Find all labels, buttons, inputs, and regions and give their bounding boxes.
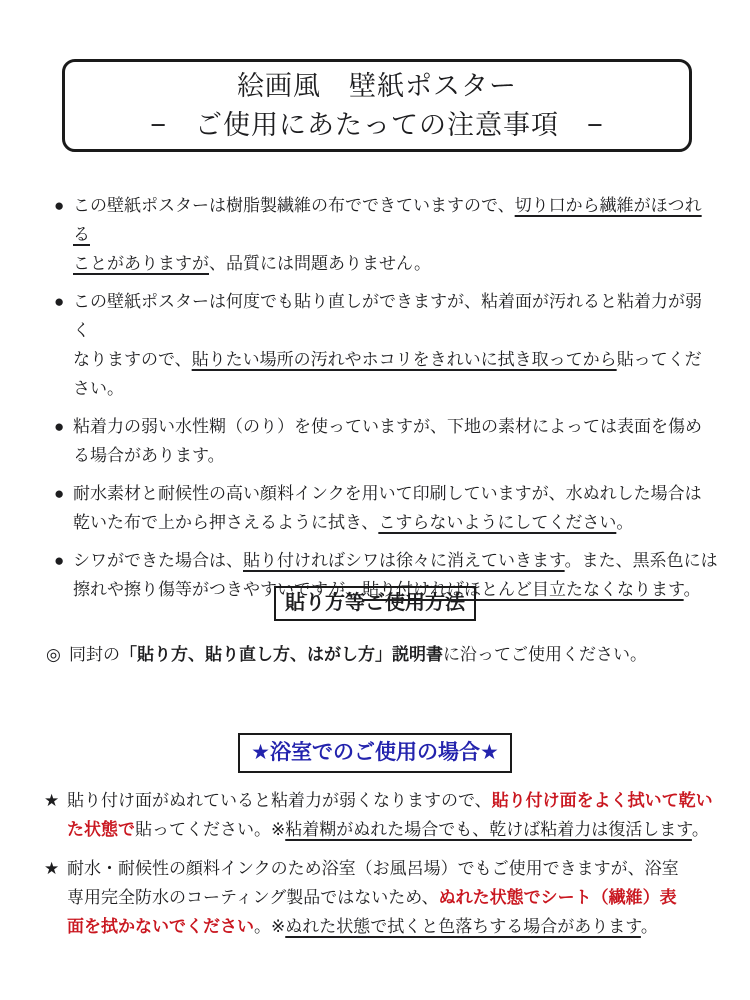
bathroom-heading-row — [0, 733, 750, 773]
title-line-1: 絵画風 壁紙ポスター — [237, 70, 517, 101]
note-item — [54, 479, 718, 537]
enclosed-instruction-note — [46, 640, 716, 669]
star-icon: ★ — [44, 791, 60, 810]
note-text: 粘着力の弱い水性糊（のり）を使っていますが、下地の素材によっては表面を傷め る場合があります。 — [73, 417, 702, 465]
bathroom-heading-label: ★浴室でのご使用の場合★ — [251, 741, 499, 764]
note-text: シワができた場合は、貼り付ければシワは徐々に消えていきます。また、黒系色には 擦れや擦り傷等がつきやすいですが、貼り付ければほとんど目立たなくなります。 — [73, 551, 718, 599]
bullet-icon: ● — [54, 196, 65, 215]
method-heading-label: 貼り方等ご使用方法 — [285, 592, 465, 614]
general-notes-list — [54, 191, 718, 613]
bathroom-notes-list — [44, 786, 716, 951]
bullet-icon: ● — [54, 292, 65, 311]
double-circle-icon: ◎ — [46, 645, 61, 664]
note-item — [54, 287, 718, 403]
bullet-icon: ● — [54, 484, 65, 503]
bathroom-note-item — [44, 854, 716, 941]
note-text: この壁紙ポスターは何度でも貼り直しができますが、粘着面が汚れると粘着力が弱く なりますので、貼りたい場所の汚れやホコリをきれいに拭き取ってから貼ってください。 — [73, 292, 702, 398]
note-item — [54, 412, 718, 470]
note-item — [54, 191, 718, 278]
star-icon: ★ — [44, 859, 60, 878]
bullet-icon: ● — [54, 551, 65, 570]
method-heading-box — [274, 586, 476, 621]
bathroom-note-text: 貼り付け面がぬれていると粘着力が弱くなりますので、貼り付け面をよく拭いて乾い た状態で貼ってください。※粘着糊がぬれた場合でも、乾けば粘着力は復活します。 — [67, 791, 713, 839]
bathroom-heading-box — [238, 733, 512, 773]
title-line-2: − ご使用にあたっての注意事項 − — [150, 110, 604, 140]
title-box — [62, 59, 692, 152]
bathroom-note-text: 耐水・耐候性の顔料インクのため浴室（お風呂場）でもご使用できますが、浴室 専用完全防水のコーティング製品ではないため、ぬれた状態でシート（繊維）表 面を拭かないでください。※ぬれた状態で拭くと色落ちする場合があります。 — [67, 859, 679, 936]
method-heading-row — [0, 586, 750, 621]
note-text: 耐水素材と耐候性の高い顔料インクを用いて印刷していますが、水ぬれした場合は 乾いた布で上から押さえるように拭き、こすらないようにしてください。 — [73, 484, 702, 532]
note-text: この壁紙ポスターは樹脂製繊維の布でできていますので、切り口から繊維がほつれる ことがありますが、品質には問題ありません。 — [73, 196, 702, 273]
bathroom-note-item — [44, 786, 716, 844]
enclosed-instruction-text: 同封の「貼り方、貼り直し方、はがし方」説明書に沿ってご使用ください。 — [69, 645, 647, 664]
bullet-icon: ● — [54, 417, 65, 436]
